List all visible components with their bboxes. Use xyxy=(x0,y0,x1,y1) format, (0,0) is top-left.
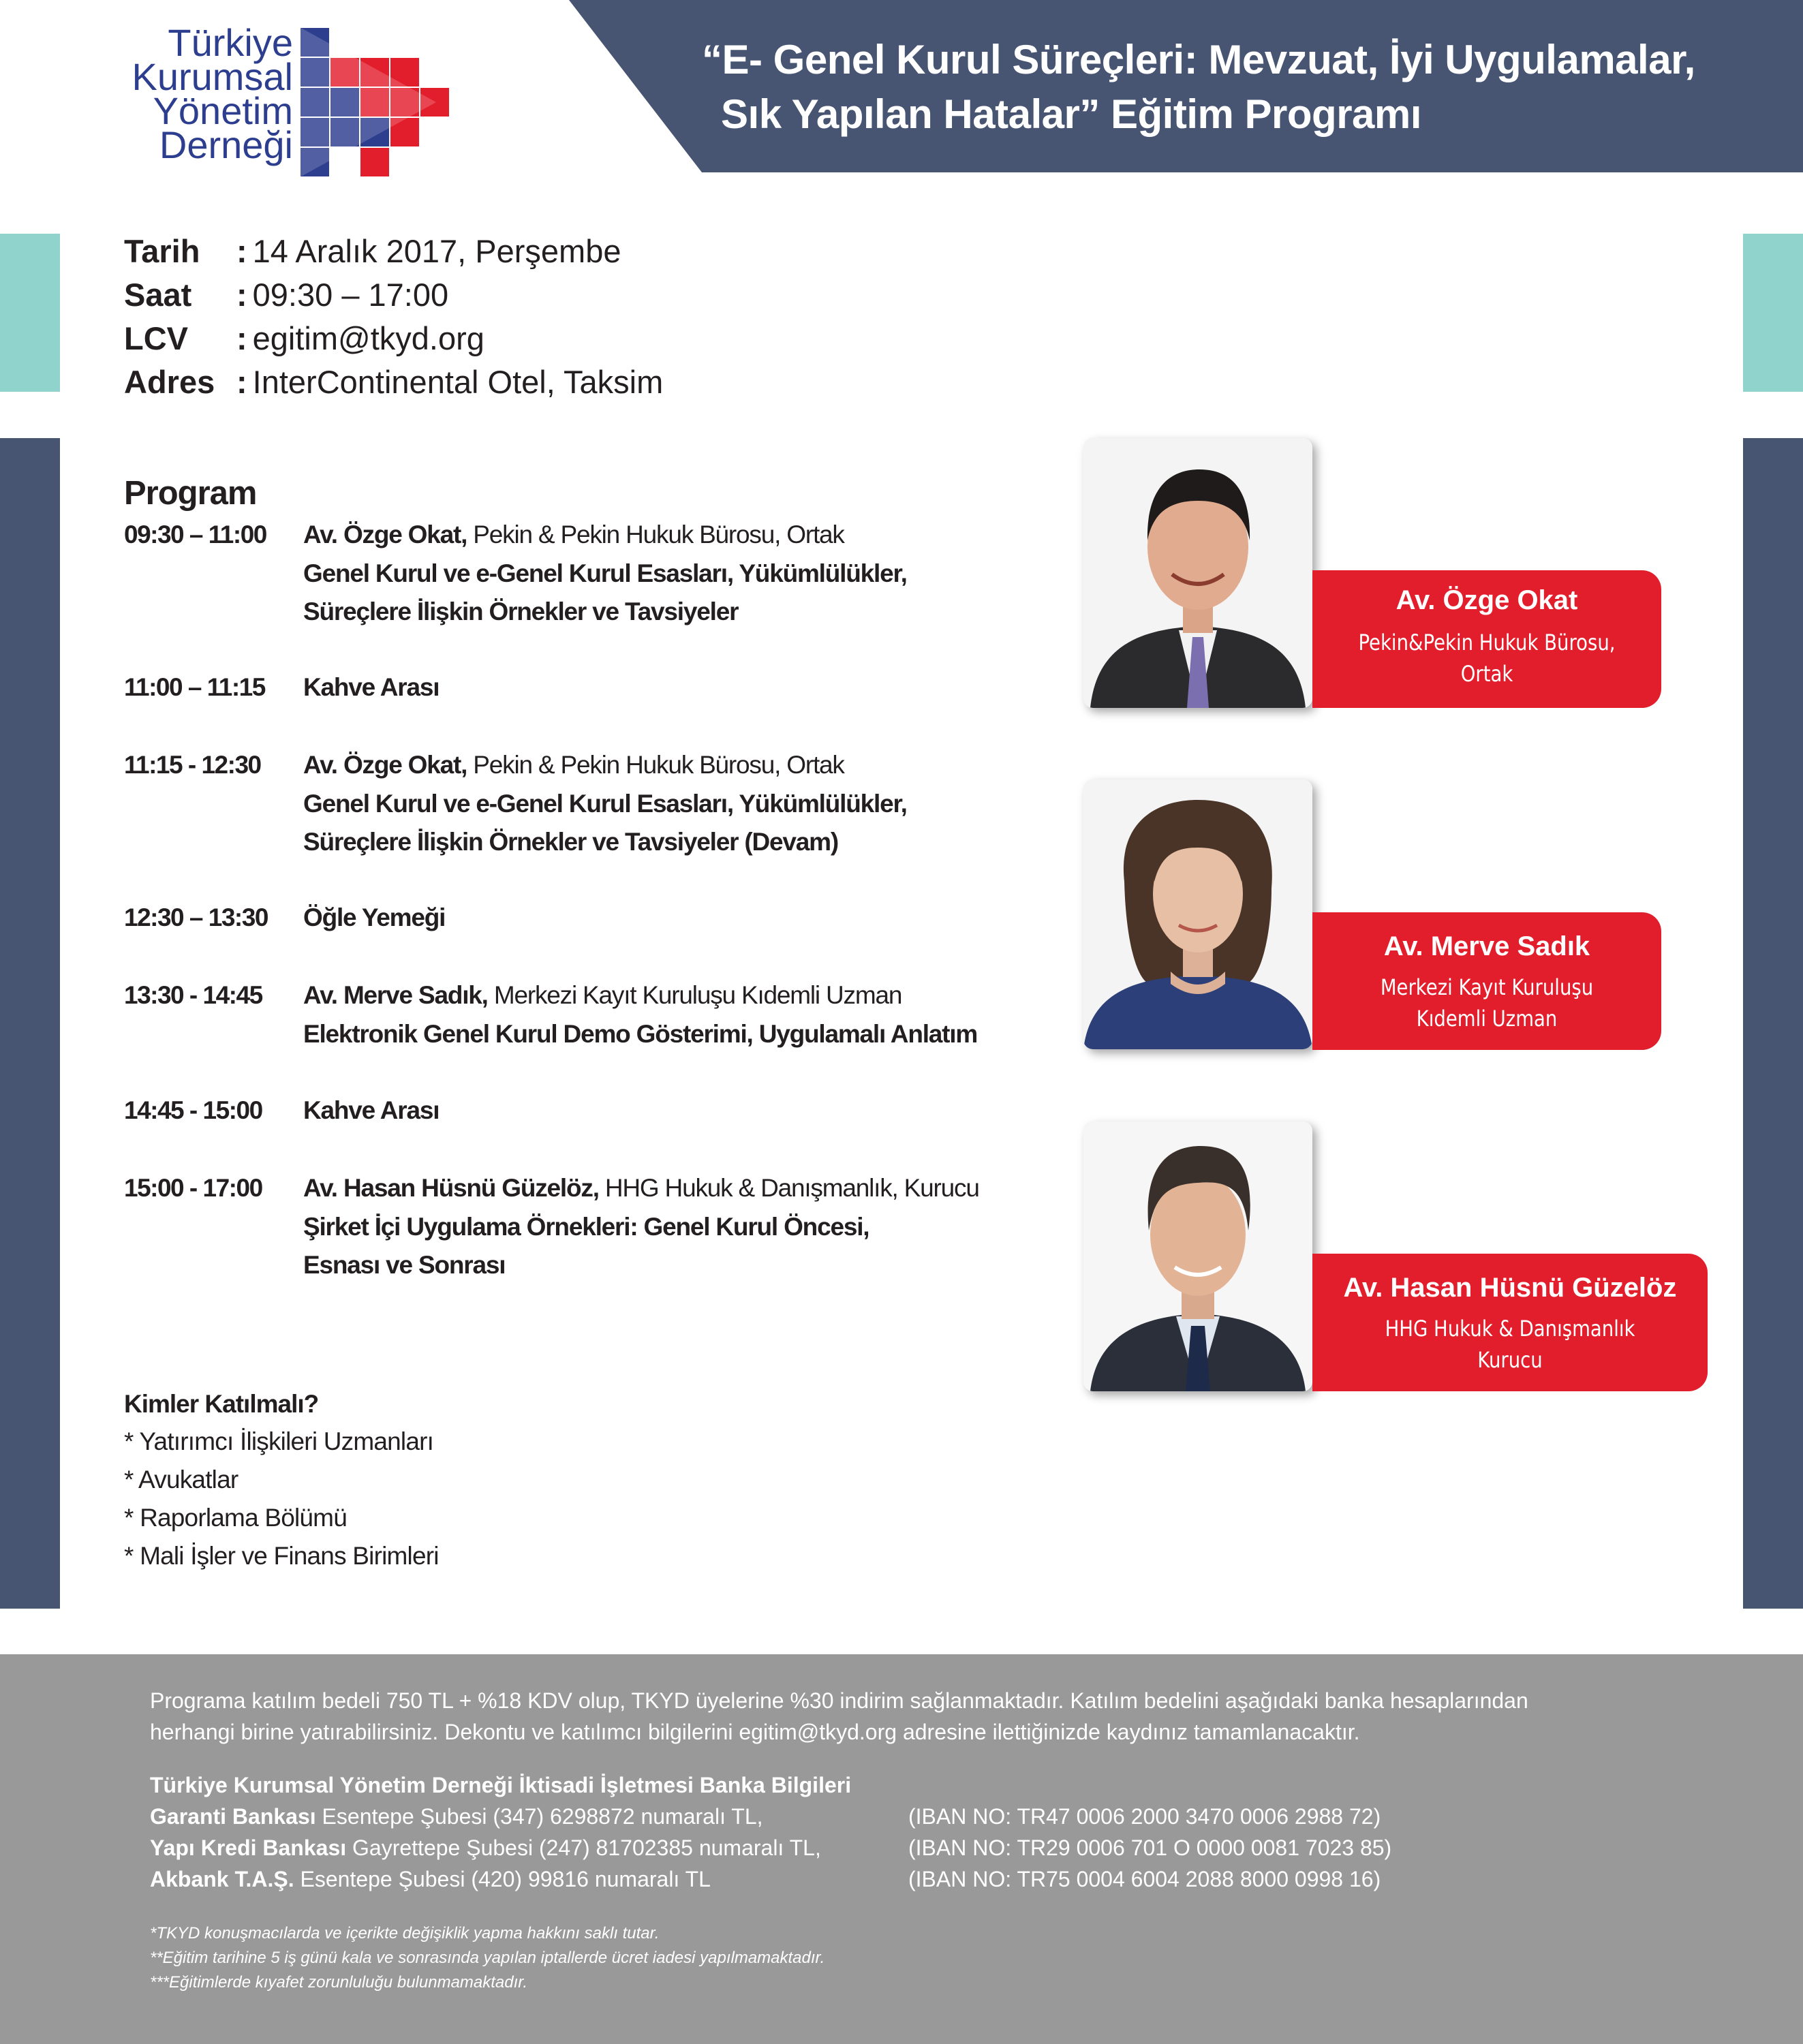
attendee-item: * Mali İşler ve Finans Birimleri xyxy=(124,1542,439,1570)
info-value: 14 Aralık 2017, Perşembe xyxy=(252,233,621,269)
info-rsvp xyxy=(124,322,484,354)
session-topic: Süreçlere İlişkin Örnekler ve Tavsiyeler (Devam) xyxy=(303,828,838,856)
info-address xyxy=(124,366,663,398)
session-speaker: Av. Merve Sadık, xyxy=(303,981,488,1009)
attendee-item: * Raporlama Bölümü xyxy=(124,1504,347,1532)
program-heading: Program xyxy=(124,475,257,512)
speaker-card-role: Ortak xyxy=(1460,661,1513,687)
speaker-card-role: Kurucu xyxy=(1477,1347,1543,1373)
session-affiliation: Merkezi Kayıt Kuruluşu Kıdemli Uzman xyxy=(487,981,902,1009)
break-time: 14:45 - 15:00 xyxy=(124,1096,262,1124)
bank-iban: (IBAN NO: TR75 0004 6004 2088 8000 0998 16) xyxy=(908,1867,1381,1891)
attendee-item: * Avukatlar xyxy=(124,1466,238,1493)
right-navy-bar xyxy=(1743,438,1803,1609)
session-topic: Süreçlere İlişkin Örnekler ve Tavsiyeler xyxy=(303,598,739,625)
session-topic: Genel Kurul ve e-Genel Kurul Esasları, Yükümlülükler, xyxy=(303,559,907,587)
bank-detail: Gayrettepe Şubesi (247) 81702385 numaralı TL, xyxy=(346,1836,821,1860)
speaker-card-role: Kıdemli Uzman xyxy=(1416,1006,1558,1032)
info-label: Saat xyxy=(124,277,192,313)
bank-name: Akbank T.A.Ş. xyxy=(150,1867,294,1891)
info-value: 09:30 – 17:00 xyxy=(252,277,449,313)
speaker-card-role: HHG Hukuk & Danışmanlık xyxy=(1385,1316,1635,1342)
session-topic: Genel Kurul ve e-Genel Kurul Esasları, Yükümlülükler, xyxy=(303,790,907,818)
footnote: *TKYD konuşmacılarda ve içerikte değişiklik yapma hakkını saklı tutar. xyxy=(150,1924,660,1942)
session-speaker-line xyxy=(303,1175,979,1201)
session-affiliation: Pekin & Pekin Hukuk Bürosu, Ortak xyxy=(467,751,844,779)
logo-line: Kurumsal xyxy=(132,55,293,98)
session-speaker: Av. Özge Okat, xyxy=(303,751,467,779)
bank-line xyxy=(150,1837,821,1859)
info-time xyxy=(124,279,448,311)
break-time: 11:00 – 11:15 xyxy=(124,673,265,701)
speaker-card-name: Av. Merve Sadık xyxy=(1383,931,1590,961)
program-title-line-1: “E- Genel Kurul Süreçleri: Mevzuat, İyi Uygulamalar, xyxy=(702,37,1695,82)
session-speaker: Av. Hasan Hüsnü Güzelöz, xyxy=(303,1174,599,1202)
info-date xyxy=(124,235,621,267)
session-time: 15:00 - 17:00 xyxy=(124,1174,262,1202)
info-value: InterContinental Otel, Taksim xyxy=(252,364,664,400)
info-separator: : xyxy=(236,364,247,400)
bank-title: Türkiye Kurumsal Yönetim Derneği İktisadi İşletmesi Banka Bilgileri xyxy=(150,1773,852,1797)
attendee-item: * Yatırımcı İlişkileri Uzmanları xyxy=(124,1427,434,1455)
session-speaker-line xyxy=(303,752,844,777)
right-teal-bar xyxy=(1743,234,1803,392)
bank-name: Yapı Kredi Bankası xyxy=(150,1836,347,1860)
info-separator: : xyxy=(236,320,247,356)
speaker-card-name: Av. Özge Okat xyxy=(1396,585,1578,615)
footnote: **Eğitim tarihine 5 iş günü kala ve sonrasında yapılan iptallerde ücret iadesi yapılmamaktadır. xyxy=(150,1949,825,1967)
logo-mark-icon xyxy=(300,27,457,177)
logo-line: Türkiye xyxy=(168,21,293,64)
session-topic: Esnası ve Sonrası xyxy=(303,1251,506,1279)
footer xyxy=(0,1654,1803,2044)
speaker-photo-2 xyxy=(1083,779,1312,1049)
bank-iban: (IBAN NO: TR29 0006 701 O 0000 0081 7023 85) xyxy=(908,1836,1392,1860)
bank-name: Garanti Bankası xyxy=(150,1804,316,1829)
session-affiliation: HHG Hukuk & Danışmanlık, Kurucu xyxy=(598,1174,979,1202)
bank-line xyxy=(150,1806,763,1827)
left-navy-bar xyxy=(0,438,60,1609)
bank-line xyxy=(150,1868,711,1890)
speaker-photo-1 xyxy=(1083,438,1312,708)
bank-detail: Esentepe Şubesi (420) 99816 numaralı TL xyxy=(294,1867,711,1891)
speaker-card-3 xyxy=(1312,1254,1708,1391)
speaker-photo-3 xyxy=(1083,1121,1312,1391)
session-speaker-line xyxy=(303,982,902,1008)
lunch-time: 12:30 – 13:30 xyxy=(124,903,268,931)
header-banner xyxy=(569,0,1803,172)
info-separator: : xyxy=(236,277,247,313)
speaker-card-1 xyxy=(1312,570,1661,708)
info-separator: : xyxy=(236,233,247,269)
fee-text: Programa katılım bedeli 750 TL + %18 KDV olup, TKYD üyelerine %30 indirim sağlanmaktadır. Katılım bedelini aşağıdaki banka hesaplarından xyxy=(150,1688,1528,1713)
break-label: Kahve Arası xyxy=(303,673,440,701)
fee-text: herhangi birine yatırabilirsiniz. Dekontu ve katılımcı bilgilerini egitim@tkyd.org adresine ilettiğinizde kaydınız tamamlanacaktır. xyxy=(150,1720,1360,1744)
session-time: 11:15 - 12:30 xyxy=(124,751,261,779)
attendees-title: Kimler Katılmalı? xyxy=(124,1390,319,1418)
speaker-card-role: Merkezi Kayıt Kuruluşu xyxy=(1380,974,1594,1000)
session-topic: Şirket İçi Uygulama Örnekleri: Genel Kurul Öncesi, xyxy=(303,1213,869,1241)
session-time: 13:30 - 14:45 xyxy=(124,981,262,1009)
organization-logo-text xyxy=(123,21,293,166)
logo-line: Yönetim xyxy=(153,89,293,132)
info-label: Adres xyxy=(124,364,215,400)
logo-line: Derneği xyxy=(159,123,293,166)
bank-detail: Esentepe Şubesi (347) 6298872 numaralı TL, xyxy=(315,1804,763,1829)
session-topic: Elektronik Genel Kurul Demo Gösterimi, Uygulamalı Anlatım xyxy=(303,1020,978,1048)
session-speaker: Av. Özge Okat, xyxy=(303,521,467,548)
session-affiliation: Pekin & Pekin Hukuk Bürosu, Ortak xyxy=(467,521,844,548)
program-title-line-2: Sık Yapılan Hatalar” Eğitim Programı xyxy=(721,91,1421,137)
speaker-card-role: Pekin&Pekin Hukuk Bürosu, xyxy=(1358,630,1616,655)
session-speaker-line xyxy=(303,522,844,547)
info-label: Tarih xyxy=(124,233,200,269)
footnote: ***Eğitimlerde kıyafet zorunluluğu bulunmamaktadır. xyxy=(150,1973,528,1992)
info-value: egitim@tkyd.org xyxy=(252,320,484,356)
bank-iban: (IBAN NO: TR47 0006 2000 3470 0006 2988 72) xyxy=(908,1804,1381,1829)
left-teal-bar xyxy=(0,234,60,392)
speaker-card-name: Av. Hasan Hüsnü Güzelöz xyxy=(1343,1273,1677,1303)
speaker-card-2 xyxy=(1312,912,1661,1050)
info-label: LCV xyxy=(124,320,188,356)
break-label: Kahve Arası xyxy=(303,1096,440,1124)
session-time: 09:30 – 11:00 xyxy=(124,521,266,548)
lunch-label: Öğle Yemeği xyxy=(303,903,446,931)
